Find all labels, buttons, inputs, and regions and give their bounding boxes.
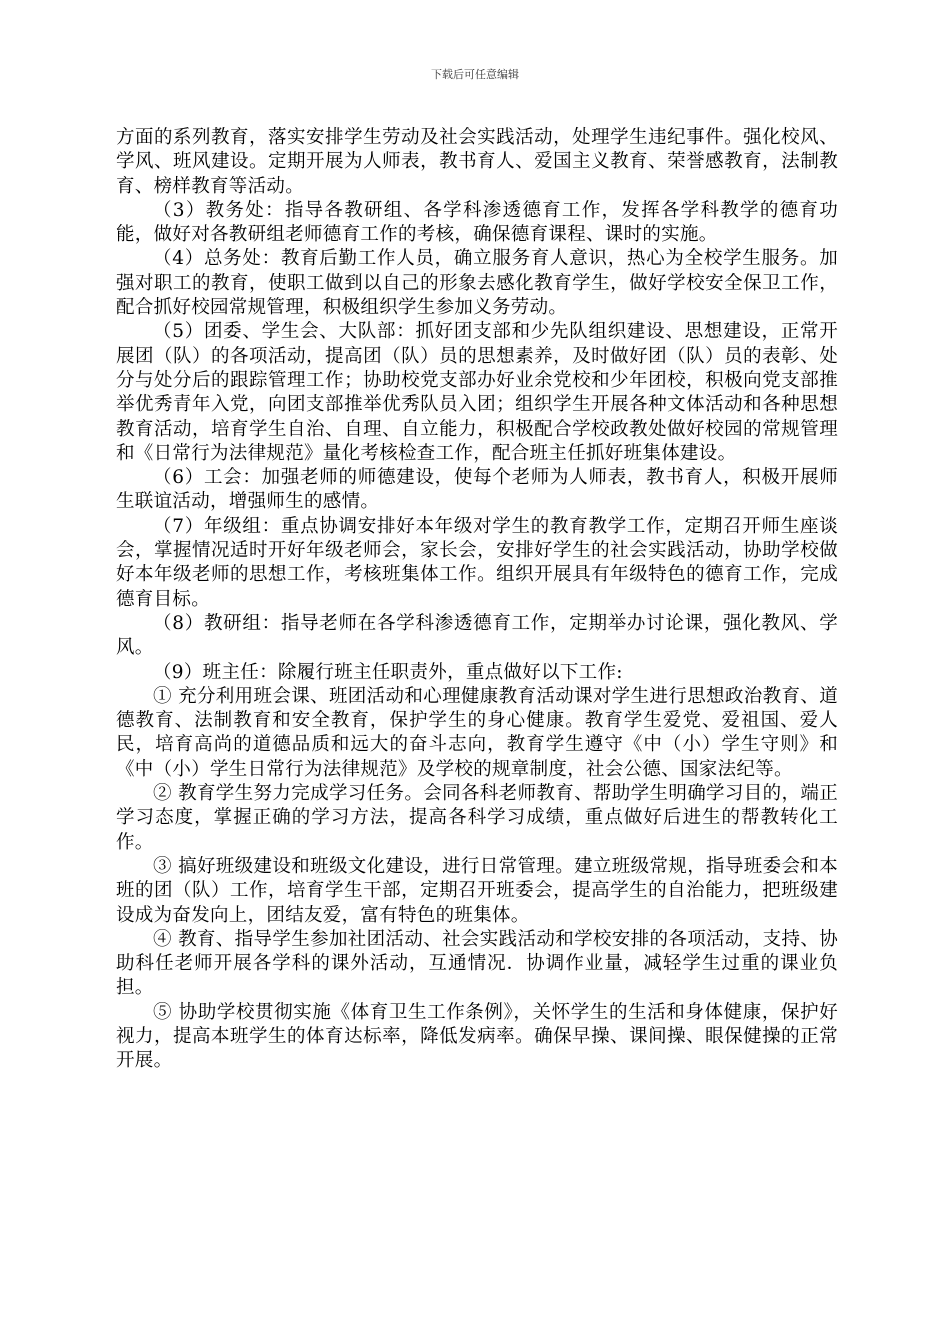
paragraph-grade-group: （7）年级组：重点协调安排好本年级对学生的教育教学工作，定期召开师生座谈会，掌握情况适时开好年级老师会，家长会，安排好学生的社会实践活动，协助学校做好本年级老师的思想工作，考核班集体工作。组织开展具有年级特色的德育工作，完成德育目标。 [116, 515, 838, 610]
list-item-2: ② 教育学生努力完成学习任务。会同各科老师教育、帮助学生明确学习目的，端正学习态度，掌握正确的学习方法，提高各科学习成绩，重点做好后进生的帮教转化工作。 [116, 783, 838, 853]
paragraph-labor-union: （6）工会：加强老师的师德建设，使每个老师为人师表，教书育人，积极开展师生联谊活动，增强师生的感情。 [116, 467, 838, 513]
paragraph-general-affairs: （4）总务处：教育后勤工作人员，确立服务育人意识，热心为全校学生服务。加强对职工的教育，使职工做到以自己的形象去感化教育学生，做好学校安全保卫工作，配合抓好校园常规管理，积极组织学生参加义务劳动。 [116, 248, 838, 319]
paragraph-continuation: 方面的系列教育，落实安排学生劳动及社会实践活动，处理学生违纪事件。强化校风、学风、班风建设。定期开展为人师表，教书育人、爱国主义教育、荣誉感教育，法制教育、榜样教育等活动。 [116, 127, 838, 197]
document-body [116, 126, 838, 1074]
list-item-4: ④ 教育、指导学生参加社团活动、社会实践活动和学校安排的各项活动，支持、协助科任老师开展各学科的课外活动，互通情况．协调作业量，减轻学生过重的课业负担。 [116, 928, 838, 999]
list-item-1: ① 充分利用班会课、班团活动和心理健康教育活动课对学生进行思想政治教育、道德教育、法制教育和安全教育，保护学生的身心健康。教育学生爱党、爱祖国、爱人民，培育高尚的道德品质和远大的奋斗志向，教育学生遵守《中（小）学生守则》和《中（小）学生日常行为法律规范》及学校的规章制度，社会公德、国家法纪等。 [116, 685, 838, 780]
page-header-note: 下载后可任意编辑 [431, 68, 519, 81]
list-item-5: ⑤ 协助学校贯彻实施《体育卫生工作条例》，关怀学生的生活和身体健康，保护好视力，提高本班学生的体育达标率，降低发病率。确保早操、课间操、眼保健操的正常开展。 [116, 1001, 838, 1072]
paragraph-teaching-research: （8）教研组：指导老师在各学科渗透德育工作，定期举办讨论课，强化教风、学风。 [116, 612, 838, 659]
list-item-3: ③ 搞好班级建设和班级文化建设，进行日常管理。建立班级常规，指导班委会和本班的团（队）工作，培育学生干部，定期召开班委会，提高学生的自治能力，把班级建设成为奋发向上，团结友爱，富有特色的班集体。 [116, 855, 838, 926]
paragraph-academic-affairs: （3）教务处：指导各教研组、各学科渗透德育工作，发挥各学科教学的德育功能，做好对各教研组老师德育工作的考核，确保德育课程、课时的实施。 [116, 199, 838, 246]
paragraph-youth-league: （5）团委、学生会、大队部：抓好团支部和少先队组织建设、思想建设，正常开展团（队）的各项活动，提高团（队）员的思想素养，及时做好团（队）员的表彰、处分与处分后的跟踪管理工作；协助校党支部办好业余党校和少年团校，积极向党支部推举优秀青年入党，向团支部推举优秀队员入团；组织学生开展各种文体活动和各种思想教育活动，培育学生自治、自理、自立能力，积极配合学校政教处做好校园的常规管理和《日常行为法律规范》量化考核检查工作，配合班主任抓好班集体建设。 [116, 321, 838, 464]
paragraph-class-teacher: （9）班主任：除履行班主任职责外，重点做好以下工作: [153, 661, 623, 683]
